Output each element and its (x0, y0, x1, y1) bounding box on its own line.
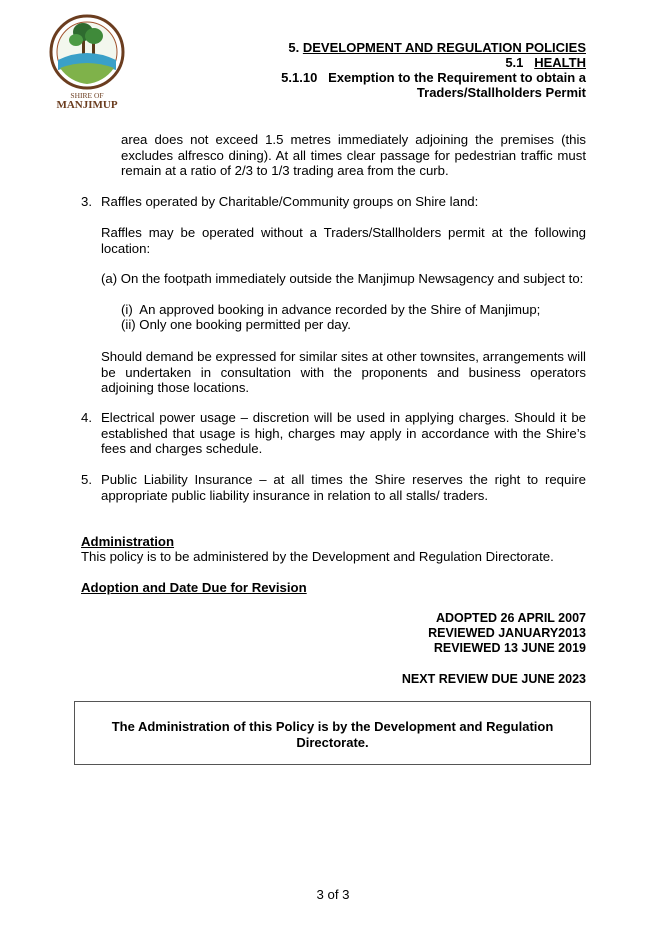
administration-text: This policy is to be administered by the Development and Regulation Directorate. (81, 549, 554, 564)
item-4-number: 4. (81, 410, 92, 425)
notice-line-1: The Administration of this Policy is by the Development and Regulation (111, 719, 554, 734)
adopted-date: ADOPTED 26 APRIL 2007 (435, 611, 586, 625)
shire-emblem-icon (46, 12, 128, 110)
reviewed-date-1: REVIEWED JANUARY2013 (428, 626, 586, 640)
item-5-text: Public Liability Insurance – at all times the Shire reserves the right to require appropriate public liability insurance in relation to all stalls/ traders. (101, 472, 586, 503)
item-3-paragraph: Raffles may be operated without a Traders/Stallholders permit at the following location: (101, 225, 586, 256)
continuation-paragraph: area does not exceed 1.5 metres immediately adjoining the premises (this excludes alfresco dining). At all times clear passage for pedestrian traffic must remain at a ratio of 2/3 to 1/3 trading area from the curb. (121, 132, 586, 178)
item-3-paragraph-2: Should demand be expressed for similar sites at other townsites, arrangements will be undertaken in consultation with the proponents and business operators adjoining those locations. (101, 349, 586, 395)
adoption-heading: Adoption and Date Due for Revision (81, 580, 307, 595)
reviewed-date-2: REVIEWED 13 JUNE 2019 (433, 641, 586, 655)
header-section-name: DEVELOPMENT AND REGULATION POLICIES (302, 40, 586, 55)
header-section-number: 5. (288, 40, 303, 55)
item-3-number: 3. (81, 194, 92, 209)
administration-notice-box (74, 701, 591, 765)
logo-top-text: SHIRE OF (70, 91, 104, 100)
notice-line-2: Directorate. (296, 735, 369, 750)
header-section-title (288, 40, 586, 55)
next-review-date: NEXT REVIEW DUE JUNE 2023 (401, 672, 586, 686)
item-3-text: Raffles operated by Charitable/Community groups on Shire land: (101, 194, 479, 209)
item-5-number: 5. (81, 472, 92, 487)
administration-heading: Administration (81, 534, 175, 549)
header-subsection-name: HEALTH (534, 55, 586, 70)
item-3-subitem-a: (a) On the footpath immediately outside the Manjimup Newsagency and subject to: (101, 271, 584, 286)
item-3-subitem-ii: (ii) Only one booking permitted per day. (121, 317, 351, 332)
item-4-text: Electrical power usage – discretion will be used in applying charges. Should it be established that usage is high, charges may apply in accordance with the Shire’s fees and charges schedule. (101, 410, 586, 456)
header-subsection-title (505, 55, 586, 70)
header-subsection-number: 5.1 (505, 55, 535, 70)
header-policy-title-line1: 5.1.10 Exemption to the Requirement to obtain a (281, 70, 586, 85)
page-number: 3 of 3 (316, 887, 350, 902)
shire-logo (46, 12, 128, 110)
item-3-subitem-i: (i) An approved booking in advance recorded by the Shire of Manjimup; (121, 302, 541, 317)
header-policy-title-line2: Traders/Stallholders Permit (416, 85, 586, 100)
logo-name-text: MANJIMUP (56, 99, 118, 110)
